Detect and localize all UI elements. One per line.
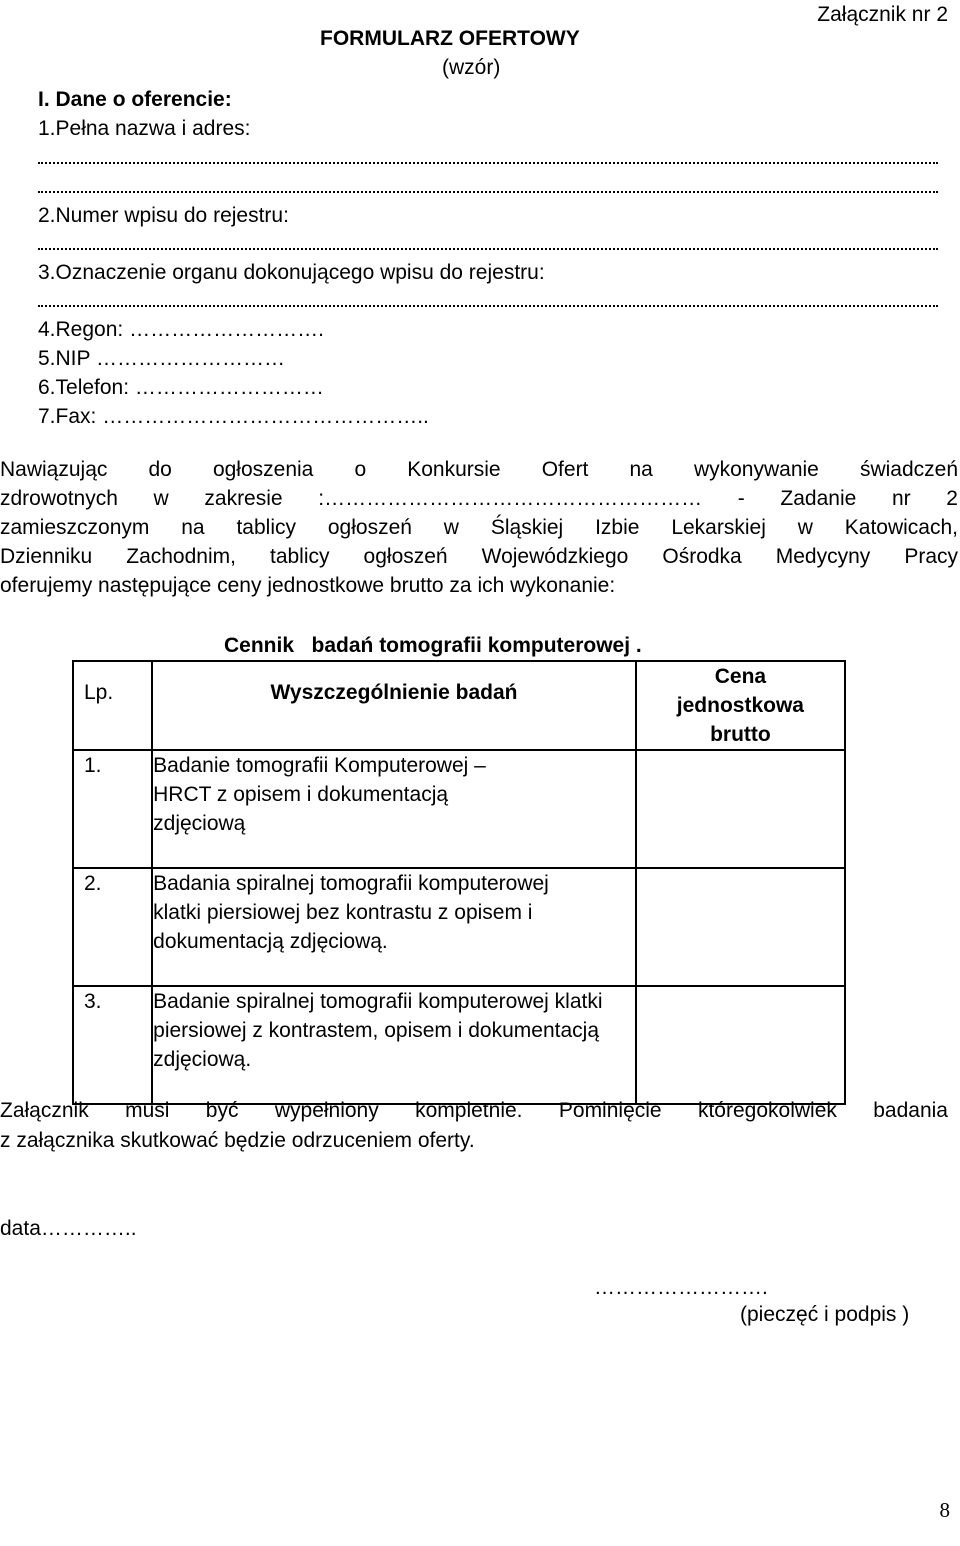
row-lp: 2.: [73, 868, 152, 986]
table-row: [73, 868, 845, 986]
field-phone[interactable]: 6.Telefon: ………………………: [38, 376, 324, 399]
header-lp: Lp.: [73, 661, 152, 750]
field-name-address-label: 1.Pełna nazwa i adres:: [38, 117, 251, 140]
row-price-input[interactable]: [636, 986, 845, 1104]
date-field[interactable]: data…………..: [0, 1217, 137, 1240]
row-lp: 3.: [73, 986, 152, 1104]
signature-label: (pieczęć i podpis ): [740, 1303, 910, 1326]
paragraph-line: zamieszczonym na tablicy ogłoszeń w Śląskiej Izbie Lekarskiej w Katowicach,: [0, 516, 958, 539]
field-name-address-line-1[interactable]: [38, 162, 938, 164]
form-title: FORMULARZ OFERTOWY: [320, 27, 580, 50]
header-description: Wyszczególnienie badań: [152, 661, 636, 750]
table-row: [73, 986, 845, 1104]
notice-line: z załącznika skutkować będzie odrzuceniem oferty.: [0, 1129, 475, 1152]
field-name-address-line-2[interactable]: [38, 191, 938, 193]
row-price-input[interactable]: [636, 868, 845, 986]
notice-line: Załącznik musi być wypełniony kompletnie. Pominięcie któregokolwiek badania: [0, 1099, 948, 1122]
page-number: 8: [939, 1498, 950, 1522]
row-description: Badania spiralnej tomografii komputerowej klatki piersiowej bez kontrastu z opisem i dokumentacją zdjęciową.: [152, 868, 636, 986]
field-regon[interactable]: 4.Regon: ……………………….: [38, 318, 324, 341]
field-fax[interactable]: 7.Fax: ………………………………………..: [38, 405, 429, 428]
completeness-notice: [0, 1096, 948, 1156]
paragraph-line: oferujemy następujące ceny jednostkowe brutto za ich wykonanie:: [0, 574, 616, 597]
offer-paragraph: [0, 455, 958, 600]
paragraph-line: Nawiązując do ogłoszenia o Konkursie Ofert na wykonywanie świadczeń: [0, 458, 958, 481]
table-row: [73, 750, 845, 868]
price-table-title: Cennik badań tomografii komputerowej .: [224, 634, 642, 657]
price-table: [72, 660, 846, 1105]
offerer-section-heading: I. Dane o oferencie:: [38, 88, 232, 111]
row-price-input[interactable]: [636, 750, 845, 868]
signature-field[interactable]: …………………….: [594, 1276, 768, 1299]
header-price: Cena jednostkowa brutto: [636, 661, 845, 750]
row-description: Badanie tomografii Komputerowej – HRCT z opisem i dokumentacją zdjęciową: [152, 750, 636, 868]
row-lp: 1.: [73, 750, 152, 868]
field-register-number-label: 2.Numer wpisu do rejestru:: [38, 204, 289, 227]
field-register-authority-label: 3.Oznaczenie organu dokonującego wpisu do rejestru:: [38, 261, 545, 284]
table-header-row: [73, 661, 845, 750]
paragraph-line: zdrowotnych w zakresie :……………………………………………… - Zadanie nr 2: [0, 487, 958, 510]
paragraph-line: Dzienniku Zachodnim, tablicy ogłoszeń Wojewódzkiego Ośrodka Medycyny Pracy: [0, 545, 958, 568]
field-nip[interactable]: 5.NIP ………………………: [38, 347, 285, 370]
row-description: Badanie spiralnej tomografii komputerowej klatki piersiowej z kontrastem, opisem i dokumentacją zdjęciową.: [152, 986, 636, 1104]
annex-label: Załącznik nr 2: [817, 3, 948, 26]
field-register-authority-line[interactable]: [38, 305, 938, 307]
form-subtitle: (wzór): [442, 56, 501, 79]
field-register-number-line[interactable]: [38, 248, 938, 250]
